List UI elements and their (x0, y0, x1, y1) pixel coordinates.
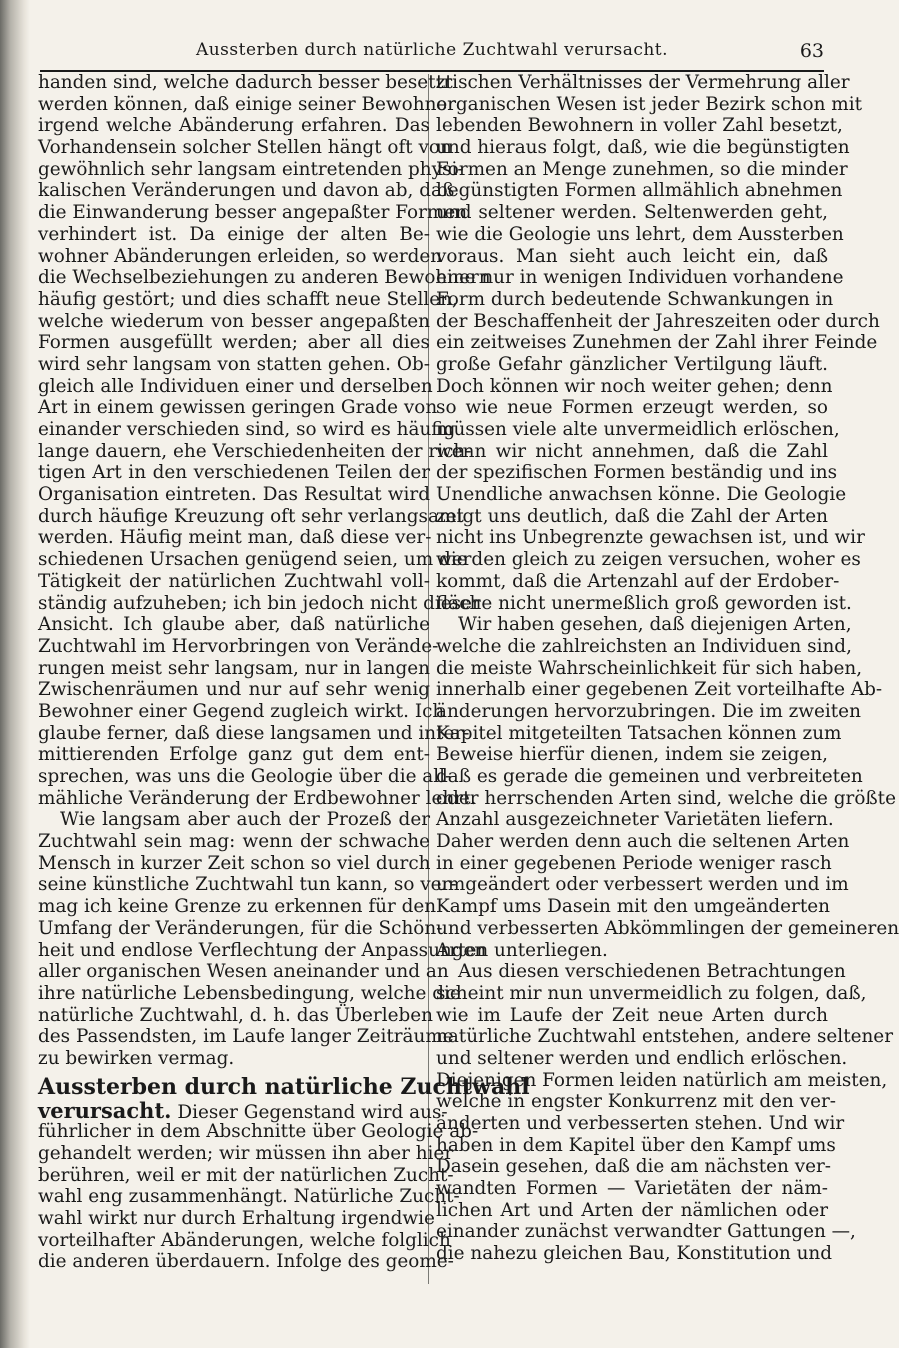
text-line: Organisation eintreten. Das Resultat wird (38, 484, 430, 506)
text-line: mag ich keine Grenze zu erkennen für den (38, 896, 437, 918)
text-line: heit und endlose Verflechtung der Anpassungen (38, 939, 487, 961)
running-title: Aussterben durch natürliche Zuchtwahl verursacht. (195, 40, 669, 60)
text-line: Form durch bedeutende Schwankungen in (436, 288, 834, 310)
text-line: Unendliche anwachsen könne. Die Geologie (436, 484, 847, 506)
page-header (40, 36, 824, 72)
text-line: die meiste Wahrscheinlichkeit für sich haben, (436, 657, 863, 679)
text-line: Diejenigen Formen leiden natürlich am meisten, (436, 1069, 888, 1091)
text-line: schiedenen Ursachen genügend seien, um die (38, 549, 468, 571)
book-spine-edge (0, 0, 30, 1348)
text-line: Bewohner einer Gegend zugleich wirkt. Ich (38, 700, 445, 722)
text-line: gewöhnlich sehr langsam eintretenden physi- (38, 158, 464, 180)
text-line: Arten unterliegen. (436, 939, 608, 961)
text-line: irgend welche Abänderung erfahren. Das (38, 115, 430, 137)
text-line: Aus diesen verschiedenen Betrachtungen (458, 961, 846, 983)
text-line: Dasein gesehen, daß die am nächsten ver- (436, 1156, 831, 1178)
text-line: verhindert ist. Da einige der alten Be- (38, 223, 430, 245)
text-line: tigen Art in den verschiedenen Teilen der (38, 462, 430, 484)
text-line: häufig gestört; und dies schafft neue Stellen, (38, 288, 458, 310)
text-line: mähliche Veränderung der Erdbewohner lehrt. (38, 787, 477, 809)
text-line: Zuchtwahl sein mag: wenn der schwache (38, 831, 430, 853)
text-line: ein zeitweises Zunehmen der Zahl ihrer Feinde (436, 332, 878, 354)
text-line: ständig aufzuheben; ich bin jedoch nicht dieser (38, 592, 481, 614)
text-line: Doch können wir noch weiter gehen; denn (436, 375, 833, 397)
text-line: wie im Laufe der Zeit neue Arten durch (436, 1004, 828, 1026)
text-line: und hieraus folgt, daß, wie die begünstigten (436, 137, 850, 159)
text-line: umgeändert oder verbessert werden und im (436, 874, 849, 896)
text-line: wie die Geologie uns lehrt, dem Aussterben (436, 223, 844, 245)
text-line: sprechen, was uns die Geologie über die all- (38, 766, 452, 787)
text-line: die anderen überdauern. Infolge des geome- (38, 1251, 454, 1273)
text-line: Art in einem gewissen geringen Grade von (38, 397, 438, 419)
text-line: lange dauern, ehe Verschiedenheiten der rich- (38, 440, 472, 462)
text-line: änderungen hervorzubringen. Die im zweiten (436, 700, 861, 722)
text-line: Formen ausgefüllt werden; aber all dies (38, 332, 430, 354)
text-line: Zuchtwahl im Hervorbringen von Verände- (38, 635, 439, 657)
text-line: durch häufige Kreuzung oft sehr verlangsamt (38, 505, 464, 527)
text-line: führlicher in dem Abschnitte über Geologie ab- (38, 1121, 479, 1143)
text-line: Zwischenräumen und nur auf sehr wenig (38, 679, 430, 701)
section-heading-continuation: verursacht. (38, 1097, 172, 1123)
text-line: der spezifischen Formen beständig und ins (436, 462, 838, 484)
text-line: einander verschieden sind, so wird es häufig (38, 419, 456, 440)
text-line: oder herrschenden Arten sind, welche die größte (436, 787, 896, 809)
text-line: trischen Verhältnisses der Vermehrung aller (436, 72, 850, 93)
text-line: die Einwanderung besser angepaßter Formen (38, 202, 468, 224)
text-line: kalischen Veränderungen und davon ab, daß (38, 180, 455, 202)
text-line: seine künstliche Zuchtwahl tun kann, so ver- (38, 874, 457, 896)
text-line: gehandelt werden; wir müssen ihn aber hier (38, 1143, 454, 1164)
text-line: werden. Häufig meint man, daß diese ver- (38, 527, 432, 549)
text-line: daß es gerade die gemeinen und verbreiteten (436, 766, 863, 787)
text-line: Anzahl ausgezeichneter Varietäten liefern. (436, 809, 834, 831)
text-line: Vorhandensein solcher Stellen hängt oft von (38, 137, 452, 159)
text-line: zu bewirken vermag. (38, 1047, 235, 1069)
text-line: und seltener werden. Seltenwerden geht, (436, 202, 828, 224)
text-line: des Passendsten, im Laufe langer Zeiträume (38, 1026, 454, 1048)
text-line: Beweise hierfür dienen, indem sie zeigen, (436, 744, 828, 766)
text-line: große Gefahr gänzlicher Vertilgung läuft. (436, 353, 828, 375)
text-line: scheint mir nun unvermeidlich zu folgen, daß, (436, 982, 867, 1004)
text-line: eine nur in wenigen Individuen vorhandene (436, 267, 844, 289)
text-line: handen sind, welche dadurch besser besetzt (38, 72, 453, 93)
text-line: die nahezu gleichen Bau, Konstitution und (436, 1243, 833, 1265)
text-line: müssen viele alte unvermeidlich erlöschen, (436, 419, 840, 440)
text-line: organischen Wesen ist jeder Bezirk schon mit (436, 93, 863, 115)
text-line: wenn wir nicht annehmen, daß die Zahl (436, 440, 828, 462)
text-line: natürliche Zuchtwahl, d. h. das Überleben (38, 1004, 433, 1026)
text-line: natürliche Zuchtwahl entstehen, andere seltener (436, 1026, 893, 1048)
text-line: rungen meist sehr langsam, nur in langen (38, 657, 430, 679)
text-line: änderten und verbesserten stehen. Und wir (436, 1113, 845, 1134)
text-line: Wir haben gesehen, daß diejenigen Arten, (458, 614, 852, 636)
text-line: haben in dem Kapitel über den Kampf ums (436, 1134, 836, 1156)
text-line: Kapitel mitgeteilten Tatsachen können zum (436, 722, 842, 744)
text-line: fläche nicht unermeßlich groß geworden ist. (436, 592, 852, 614)
text-line: werden gleich zu zeigen versuchen, woher es (436, 549, 861, 571)
text-line: vorteilhafter Abänderungen, welche folglich (38, 1229, 451, 1251)
text-line: gleich alle Individuen einer und derselben (38, 375, 433, 397)
text-line: Mensch in kurzer Zeit schon so viel durch (38, 852, 431, 874)
text-line: innerhalb einer gegebenen Zeit vorteilhafte Ab- (436, 679, 883, 701)
heading-run-line (38, 1097, 448, 1123)
heading-run-text: Dieser Gegenstand wird aus- (177, 1101, 448, 1123)
text-line: der Beschaffenheit der Jahreszeiten oder durch (436, 310, 880, 332)
text-line: lichen Art und Arten der nämlichen oder (436, 1199, 828, 1221)
section-heading: Aussterben durch natürliche Zuchtwahl (38, 1073, 530, 1100)
text-line: werden können, daß einige seiner Bewohner (38, 93, 457, 115)
text-line: kommt, daß die Artenzahl auf der Erdober- (436, 570, 840, 592)
text-line: und verbesserten Abkömmlingen der gemeineren (436, 917, 899, 939)
text-line: voraus. Man sieht auch leicht ein, daß (436, 245, 828, 267)
text-line: ihre natürliche Lebensbedingung, welche die (38, 982, 461, 1004)
text-line: glaube ferner, daß diese langsamen und inter- (38, 722, 470, 744)
text-line: so wie neue Formen erzeugt werden, so (436, 397, 828, 419)
text-line: wohner Abänderungen erleiden, so werden (38, 245, 443, 267)
text-line: Wie langsam aber auch der Prozeß der (60, 809, 430, 831)
text-line: zeigt uns deutlich, daß die Zahl der Arten (436, 505, 828, 527)
text-line: und seltener werden und endlich erlöschen. (436, 1047, 848, 1069)
page-number: 63 (799, 40, 824, 62)
text-line: in einer gegebenen Periode weniger rasch (436, 852, 832, 874)
text-line: mittierenden Erfolge ganz gut dem ent- (38, 744, 430, 766)
text-line: Tätigkeit der natürlichen Zuchtwahl voll- (38, 570, 430, 592)
text-line: Daher werden denn auch die seltenen Arten (436, 831, 850, 853)
text-line: Formen an Menge zunehmen, so die minder (436, 158, 848, 180)
text-line: einander zunächst verwandter Gattungen —, (436, 1221, 856, 1243)
text-line: die Wechselbeziehungen zu anderen Bewohnern (38, 267, 491, 289)
text-line: Ansicht. Ich glaube aber, daß natürliche (38, 614, 430, 636)
text-line: nicht ins Unbegrenzte gewachsen ist, und wir (436, 527, 865, 549)
text-line: welche wiederum von besser angepaßten (38, 310, 430, 332)
text-line: wahl eng zusammenhängt. Natürliche Zucht- (38, 1186, 460, 1208)
text-line: lebenden Bewohnern in voller Zahl besetzt, (436, 115, 843, 137)
text-line: wahl wirkt nur durch Erhaltung irgendwie (38, 1208, 435, 1230)
text-line: aller organischen Wesen aneinander und an (38, 961, 449, 983)
text-line: begünstigten Formen allmählich abnehmen (436, 180, 843, 202)
text-line: wandten Formen — Varietäten der näm- (436, 1178, 828, 1200)
text-line: Umfang der Veränderungen, für die Schön- (38, 917, 443, 939)
text-line: wird sehr langsam von statten gehen. Ob- (38, 353, 430, 375)
text-line: Kampf ums Dasein mit den umgeänderten (436, 896, 830, 918)
text-line: welche in engster Konkurrenz mit den ver- (436, 1091, 836, 1113)
text-line: berühren, weil er mit der natürlichen Zucht- (38, 1164, 454, 1186)
text-line: welche die zahlreichsten an Individuen sind, (436, 635, 852, 657)
right-column (436, 72, 899, 1265)
